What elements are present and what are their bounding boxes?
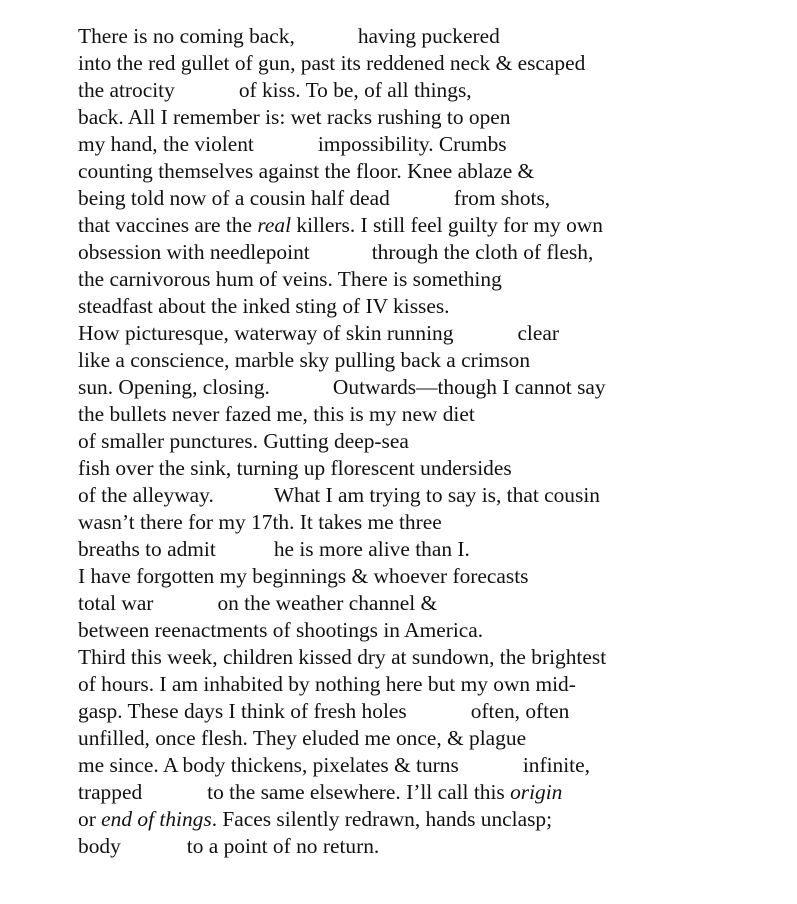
poem-line-segment: or [78, 807, 102, 831]
poem-line-segment: How picturesque, waterway of skin running [78, 321, 454, 345]
poem-line-segment: having puckered [357, 24, 500, 48]
poem-line-segment: wasn’t there for my 17th. It takes me three [78, 510, 442, 534]
poem-line-segment: often, often [470, 699, 570, 723]
poem-line [78, 320, 778, 347]
poem-line [78, 617, 778, 644]
poem-line-segment: that vaccines are the [78, 213, 258, 237]
poem-line-segment: body [78, 834, 121, 858]
poem-line-segment: of kiss. To be, of all things, [238, 78, 472, 102]
poem-line-segment: trapped [78, 780, 143, 804]
poem-line [78, 671, 778, 698]
poem-line [78, 212, 778, 239]
poem-line-segment: into the red gullet of gun, past its reddened neck & escaped [78, 51, 586, 75]
poem-line [78, 185, 778, 212]
poem-line-segment: of smaller punctures. Gutting deep-sea [78, 429, 409, 453]
poem-line [78, 725, 778, 752]
poem-line-segment: through the cloth of flesh, [371, 240, 594, 264]
poem-line-segment: being told now of a cousin half dead [78, 186, 390, 210]
poem-line [78, 401, 778, 428]
poem-line-segment: Outwards—though I cannot say [332, 375, 606, 399]
poem-line-segment: clear [517, 321, 559, 345]
poem-line [78, 374, 778, 401]
poem-line [78, 266, 778, 293]
poem-line-segment: impossibility. Crumbs [317, 132, 507, 156]
poem-line-segment: There is no coming back, [78, 24, 295, 48]
poem-line [78, 833, 778, 860]
poem-line [78, 536, 778, 563]
poem-line-segment: Third this week, children kissed dry at sundown, the brightest [78, 645, 607, 669]
poem-line-segment: to a point of no return. [186, 834, 380, 858]
poem-line-segment: fish over the sink, turning up florescent undersides [78, 456, 512, 480]
poem-line-segment: killers. I still feel guilty for my own [291, 213, 603, 237]
poem-line [78, 698, 778, 725]
poem-line-segment: the atrocity [78, 78, 175, 102]
poem-line [78, 563, 778, 590]
poem-line-segment: he is more alive than I. [273, 537, 470, 561]
poem-line [78, 455, 778, 482]
poem-line [78, 752, 778, 779]
poem-line-segment: steadfast about the inked sting of IV kisses. [78, 294, 450, 318]
poem-line-segment: counting themselves against the floor. Knee ablaze & [78, 159, 535, 183]
poem-line [78, 104, 778, 131]
poem-line [78, 347, 778, 374]
poem-line-segment: on the weather channel & [217, 591, 438, 615]
poem-line [78, 50, 778, 77]
poem-line-segment: infinite, [522, 753, 590, 777]
poem-line-segment: total war [78, 591, 154, 615]
poem-text [78, 23, 778, 860]
poem-line-segment: like a conscience, marble sky pulling back a crimson [78, 348, 531, 372]
poem-line [78, 779, 778, 806]
poem-line [78, 23, 778, 50]
poem-line [78, 590, 778, 617]
poem-line [78, 239, 778, 266]
poem-line-segment: What I am trying to say is, that cousin [273, 483, 600, 507]
poem-line [78, 293, 778, 320]
poem-line [78, 806, 778, 833]
poem-line [78, 482, 778, 509]
poem-line [78, 158, 778, 185]
poem-line [78, 644, 778, 671]
poem-line-segment: from shots, [453, 186, 551, 210]
poem-line-segment: between reenactments of shootings in America. [78, 618, 484, 642]
poem-line-italic: end of things [101, 807, 212, 831]
poem-line-segment: me since. A body thickens, pixelates & turns [78, 753, 459, 777]
poem-line-segment: unfilled, once flesh. They eluded me once, & plague [78, 726, 527, 750]
poem-line-segment: of the alleyway. [78, 483, 214, 507]
poem-line-segment: of hours. I am inhabited by nothing here but my own mid- [78, 672, 576, 696]
poem-line-segment: back. All I remember is: wet racks rushing to open [78, 105, 511, 129]
poem-line [78, 77, 778, 104]
poem-line-segment: the bullets never fazed me, this is my new diet [78, 402, 475, 426]
poem-line [78, 509, 778, 536]
poem-line [78, 131, 778, 158]
poem-line-segment: my hand, the violent [78, 132, 254, 156]
poem-line-segment: gasp. These days I think of fresh holes [78, 699, 407, 723]
poem-line-segment: breaths to admit [78, 537, 216, 561]
poem-line-italic: real [257, 213, 292, 237]
poem-line-segment: obsession with needlepoint [78, 240, 310, 264]
poem-line-italic: origin [510, 780, 563, 804]
poem-line-segment: . Faces silently redrawn, hands unclasp; [211, 807, 553, 831]
poem-line-segment: the carnivorous hum of veins. There is something [78, 267, 502, 291]
poem-line-segment: I have forgotten my beginnings & whoever forecasts [78, 564, 529, 588]
poem-line-segment: sun. Opening, closing. [78, 375, 270, 399]
poem-line-segment: to the same elsewhere. I’ll call this [207, 780, 511, 804]
poem-line [78, 428, 778, 455]
